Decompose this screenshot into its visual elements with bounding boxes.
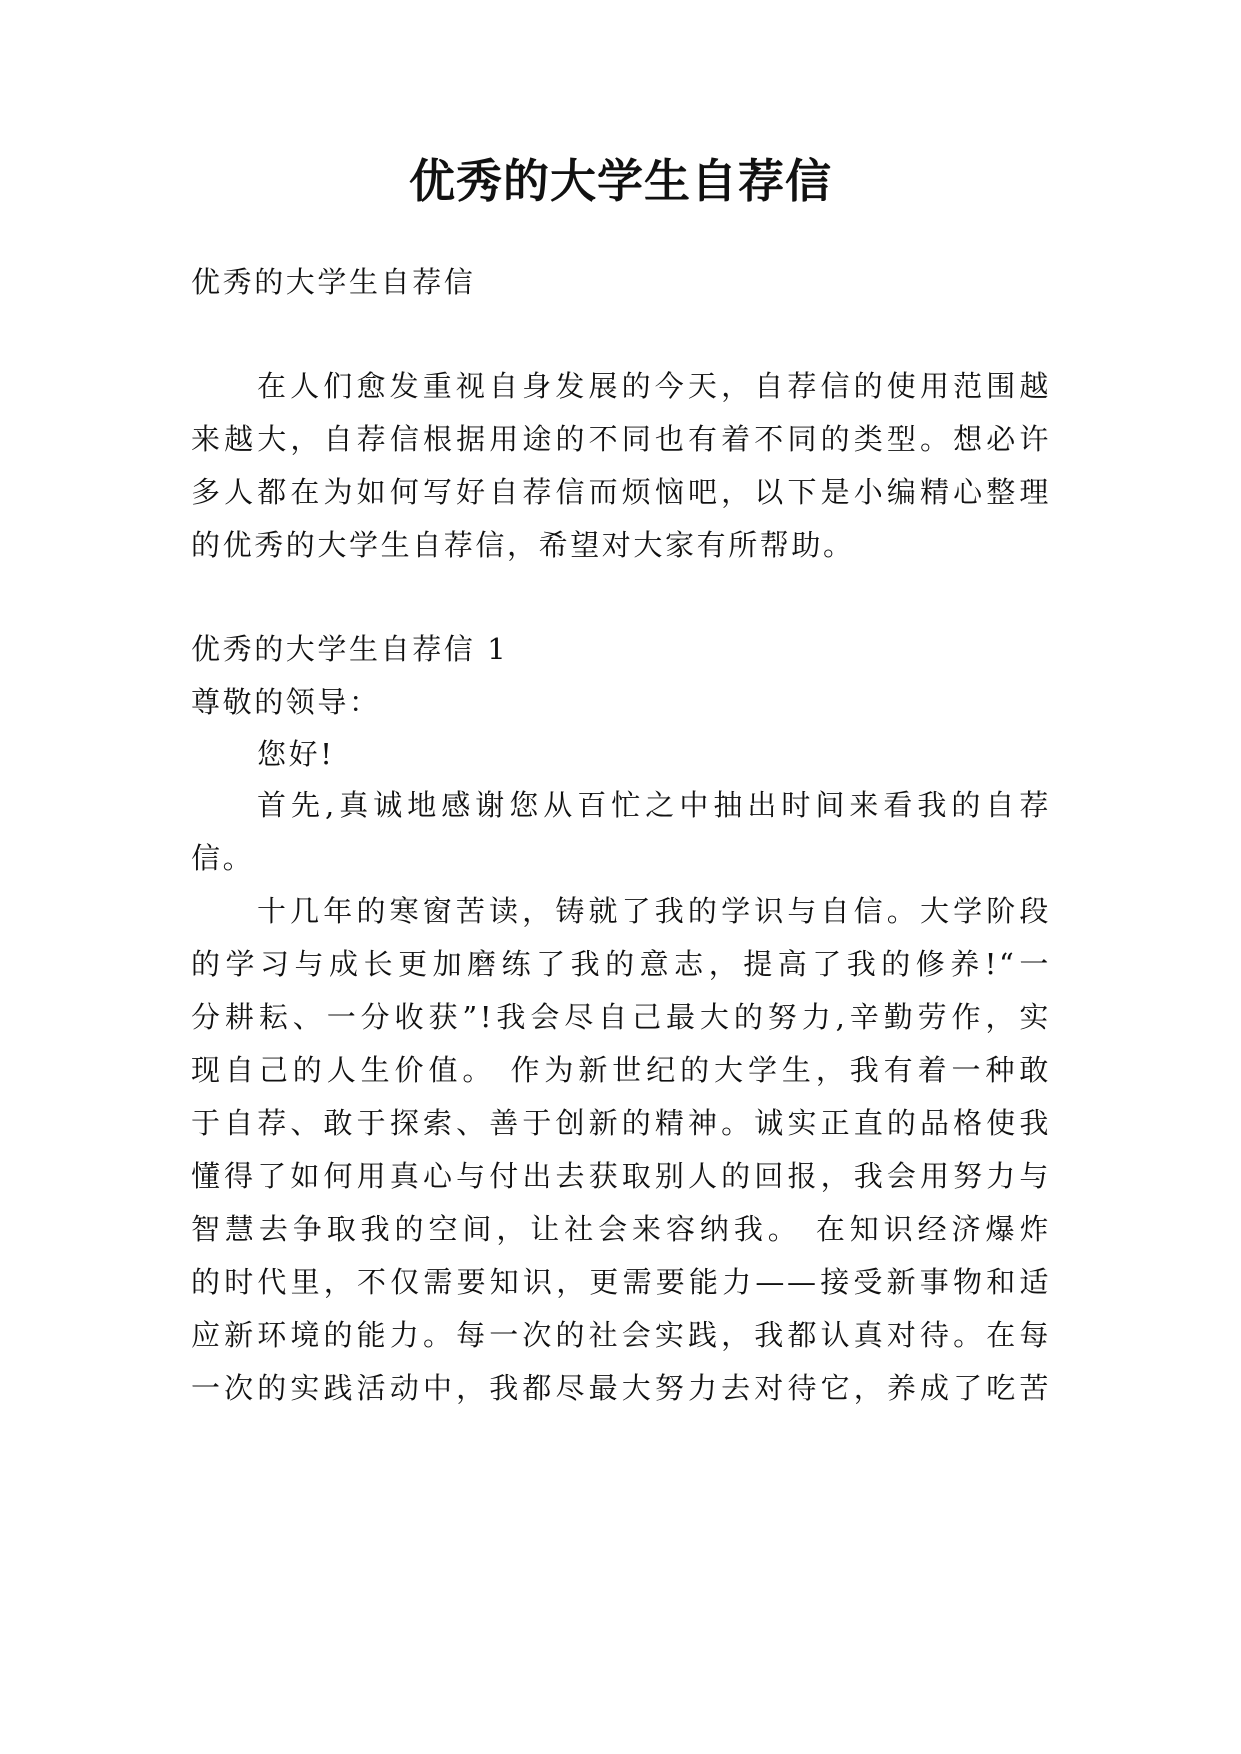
paragraph-line: 应新环境的能力。每一次的社会实践，我都认真对待。在每 xyxy=(191,1318,1051,1352)
greeting: 您好! xyxy=(257,737,335,771)
letter-heading: 优秀的大学生自荐信 1 xyxy=(191,632,509,666)
intro-line: 来越大，自荐信根据用途的不同也有着不同的类型。想必许 xyxy=(191,422,1051,456)
paragraph-line: 分耕耘、一分收获”!我会尽自己最大的努力,辛勤劳作，实 xyxy=(191,1000,1051,1034)
paragraph-line: 智慧去争取我的空间，让社会来容纳我。 在知识经济爆炸 xyxy=(191,1212,1051,1246)
salutation: 尊敬的领导： xyxy=(191,685,381,719)
paragraph-line: 的学习与成长更加磨练了我的意志，提高了我的修养!“一 xyxy=(191,947,1051,981)
intro-line: 多人都在为如何写好自荐信而烦恼吧，以下是小编精心整理 xyxy=(191,475,1051,509)
paragraph-line: 懂得了如何用真心与付出去获取别人的回报，我会用努力与 xyxy=(191,1159,1051,1193)
paragraph-line: 十几年的寒窗苦读，铸就了我的学识与自信。大学阶段 xyxy=(257,894,1051,928)
paragraph-line: 首先,真诚地感谢您从百忙之中抽出时间来看我的自荐 xyxy=(257,788,1051,822)
document-subtitle: 优秀的大学生自荐信 xyxy=(191,265,476,299)
intro-line: 的优秀的大学生自荐信，希望对大家有所帮助。 xyxy=(191,528,855,562)
document-title: 优秀的大学生自荐信 xyxy=(409,154,832,208)
paragraph-line: 于自荐、敢于探索、善于创新的精神。诚实正直的品格使我 xyxy=(191,1106,1051,1140)
intro-line: 在人们愈发重视自身发展的今天，自荐信的使用范围越 xyxy=(257,369,1051,403)
paragraph-line: 的时代里，不仅需要知识，更需要能力——接受新事物和适 xyxy=(191,1265,1051,1299)
paragraph-line: 一次的实践活动中，我都尽最大努力去对待它，养成了吃苦 xyxy=(191,1371,1051,1405)
paragraph-line: 信。 xyxy=(191,841,255,875)
paragraph-line: 现自己的人生价值。 作为新世纪的大学生，我有着一种敢 xyxy=(191,1053,1051,1087)
